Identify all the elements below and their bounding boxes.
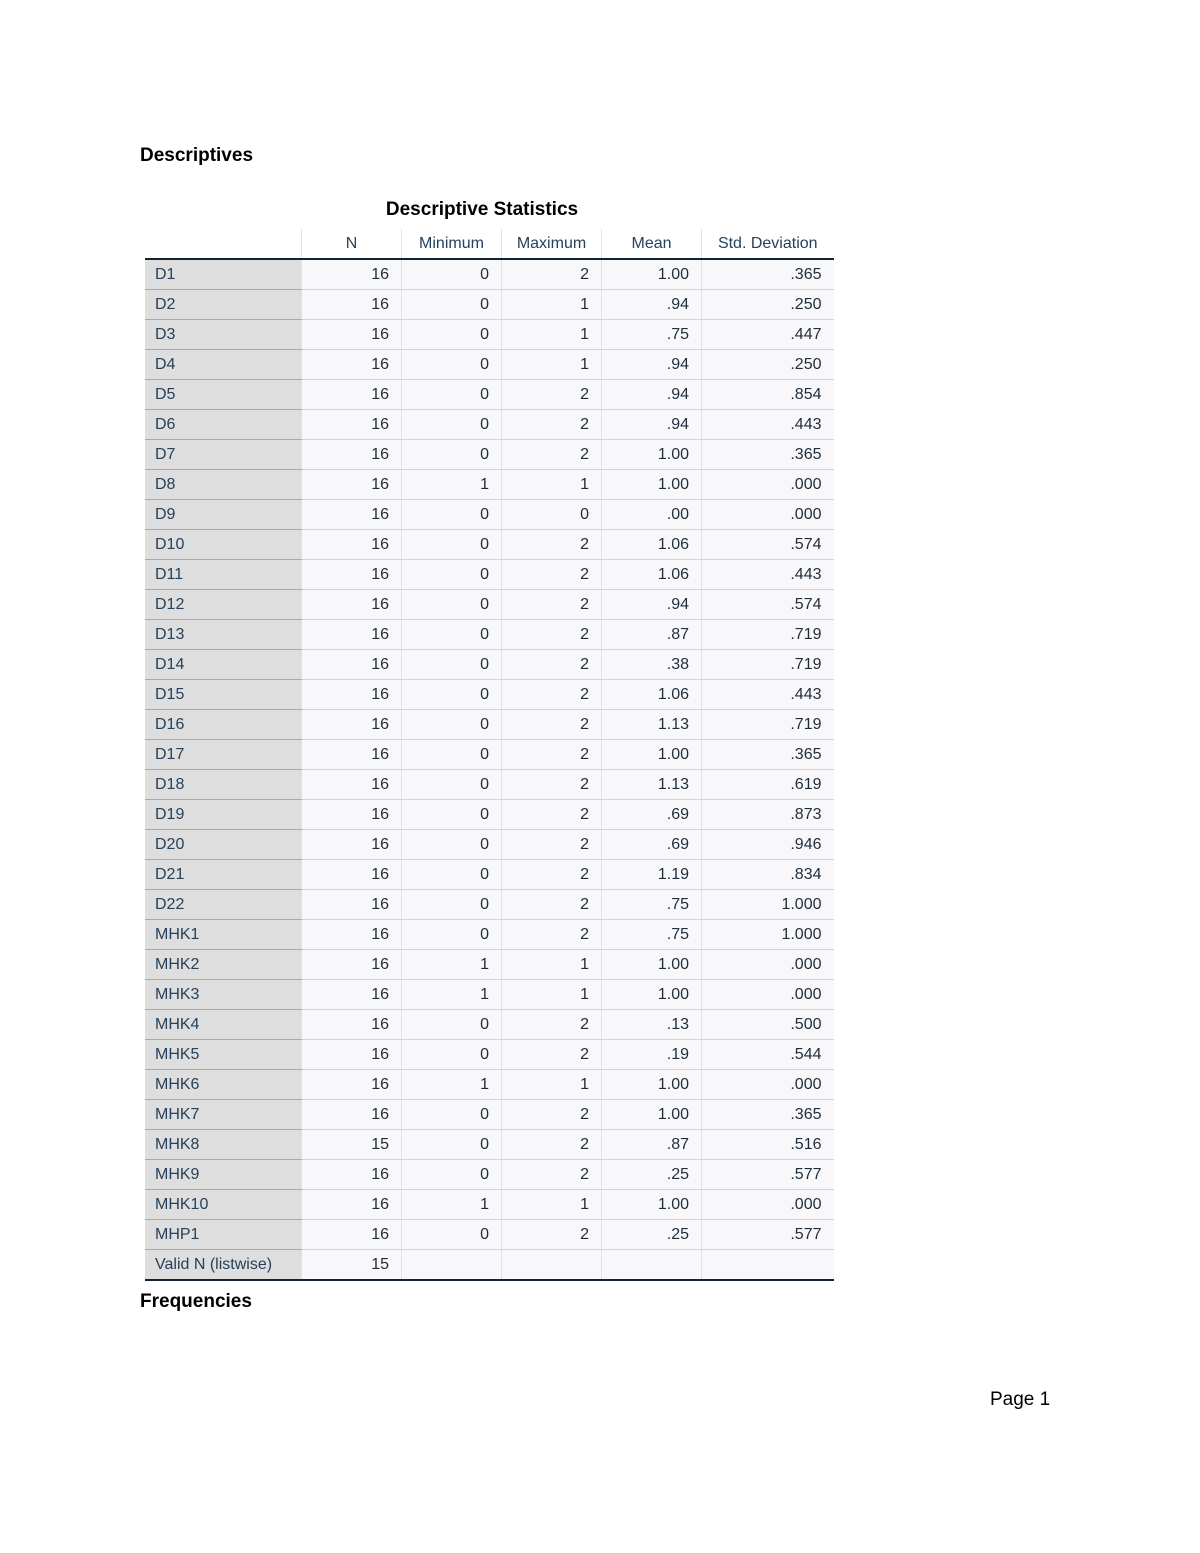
minimum-value: 1 [402,980,502,1010]
maximum-value: 2 [502,740,602,770]
table-row [145,410,834,440]
minimum-value: 0 [402,1220,502,1250]
n-value: 16 [302,680,402,710]
minimum-value: 0 [402,770,502,800]
maximum-value: 1 [502,350,602,380]
minimum-value: 0 [402,740,502,770]
minimum-value: 0 [402,590,502,620]
maximum-value: 1 [502,1070,602,1100]
maximum-value: 2 [502,800,602,830]
column-header-n: N [302,229,402,259]
table-row [145,380,834,410]
n-value: 16 [302,770,402,800]
row-label: MHK4 [145,1010,302,1040]
minimum-value: 0 [402,259,502,290]
maximum-value: 2 [502,530,602,560]
n-value: 16 [302,560,402,590]
row-label: D20 [145,830,302,860]
std-deviation-value: .577 [702,1160,834,1190]
mean-value: .69 [602,830,702,860]
row-label: D22 [145,890,302,920]
mean-value: 1.00 [602,950,702,980]
row-label: D13 [145,620,302,650]
maximum-value: 2 [502,1010,602,1040]
mean-value: 1.13 [602,770,702,800]
row-label: D17 [145,740,302,770]
row-label: D19 [145,800,302,830]
row-label: D14 [145,650,302,680]
minimum-value: 1 [402,1070,502,1100]
mean-value: .69 [602,800,702,830]
minimum-value: 0 [402,1160,502,1190]
std-deviation-value: .250 [702,350,834,380]
std-deviation-value: .443 [702,410,834,440]
mean-value: 1.00 [602,440,702,470]
maximum-value: 1 [502,290,602,320]
std-deviation-value: .619 [702,770,834,800]
table-row [145,770,834,800]
std-deviation-value: .365 [702,740,834,770]
mean-value: 1.00 [602,1070,702,1100]
mean-value: 1.06 [602,680,702,710]
minimum-value: 0 [402,860,502,890]
minimum-value: 0 [402,350,502,380]
row-label: MHK10 [145,1190,302,1220]
mean-value: .38 [602,650,702,680]
row-label: D4 [145,350,302,380]
maximum-value: 2 [502,860,602,890]
maximum-value: 2 [502,590,602,620]
table-row [145,470,834,500]
mean-value: .94 [602,290,702,320]
mean-value: 1.06 [602,530,702,560]
minimum-value: 0 [402,1100,502,1130]
table-row [145,1160,834,1190]
row-label: D2 [145,290,302,320]
row-label: D12 [145,590,302,620]
mean-value: 1.00 [602,980,702,1010]
std-deviation-value: .500 [702,1010,834,1040]
table-row [145,740,834,770]
table-title: Descriptive Statistics [385,199,579,220]
minimum-value: 0 [402,710,502,740]
n-value: 16 [302,860,402,890]
column-header-minimum: Minimum [402,229,502,259]
row-label: MHK1 [145,920,302,950]
std-deviation-value [702,1250,834,1281]
std-deviation-value: .854 [702,380,834,410]
table-row [145,620,834,650]
n-value: 16 [302,1010,402,1040]
minimum-value: 1 [402,950,502,980]
std-deviation-value: .447 [702,320,834,350]
n-value: 16 [302,530,402,560]
row-label: MHK9 [145,1160,302,1190]
maximum-value: 1 [502,1190,602,1220]
table-row [145,590,834,620]
n-value: 16 [302,620,402,650]
n-value: 16 [302,410,402,440]
maximum-value: 2 [502,380,602,410]
table-row [145,440,834,470]
table-row [145,680,834,710]
mean-value: .25 [602,1220,702,1250]
n-value: 16 [302,290,402,320]
column-header-maximum: Maximum [502,229,602,259]
mean-value: .87 [602,620,702,650]
maximum-value: 2 [502,1040,602,1070]
std-deviation-value: .365 [702,440,834,470]
maximum-value: 2 [502,560,602,590]
table-row [145,259,834,290]
n-value: 16 [302,1100,402,1130]
maximum-value: 2 [502,650,602,680]
minimum-value: 0 [402,650,502,680]
row-label: D5 [145,380,302,410]
minimum-value: 0 [402,890,502,920]
table-row [145,560,834,590]
n-value: 16 [302,650,402,680]
n-value: 16 [302,470,402,500]
frequencies-heading: Frequencies [140,1291,252,1312]
maximum-value: 1 [502,470,602,500]
table-row [145,1070,834,1100]
table-row [145,1100,834,1130]
std-deviation-value: 1.000 [702,890,834,920]
std-deviation-value: .574 [702,530,834,560]
std-deviation-value: .577 [702,1220,834,1250]
n-value: 16 [302,740,402,770]
mean-value: .00 [602,500,702,530]
table-row [145,1040,834,1070]
table-row [145,1250,834,1281]
std-deviation-value: .000 [702,1190,834,1220]
mean-value: 1.00 [602,740,702,770]
std-deviation-value: .719 [702,650,834,680]
row-label: D16 [145,710,302,740]
std-deviation-value: .000 [702,1070,834,1100]
maximum-value: 2 [502,410,602,440]
n-value: 16 [302,350,402,380]
table-body [145,259,834,1280]
table-row [145,320,834,350]
minimum-value: 0 [402,440,502,470]
minimum-value: 0 [402,560,502,590]
descriptives-heading: Descriptives [140,145,254,166]
table-row [145,710,834,740]
corner-cell [145,229,302,259]
std-deviation-value: .544 [702,1040,834,1070]
std-deviation-value: .834 [702,860,834,890]
mean-value: .13 [602,1010,702,1040]
table-row [145,1220,834,1250]
table-row [145,290,834,320]
mean-value: .94 [602,590,702,620]
maximum-value: 2 [502,1220,602,1250]
maximum-value: 2 [502,440,602,470]
row-label: D1 [145,259,302,290]
n-value: 16 [302,320,402,350]
n-value: 16 [302,380,402,410]
n-value: 16 [302,1220,402,1250]
std-deviation-value: .443 [702,680,834,710]
minimum-value: 0 [402,1040,502,1070]
row-label: D21 [145,860,302,890]
n-value: 16 [302,830,402,860]
mean-value: 1.19 [602,860,702,890]
minimum-value: 0 [402,410,502,440]
mean-value: 1.00 [602,470,702,500]
table-row [145,500,834,530]
column-header-mean: Mean [602,229,702,259]
row-label: MHK5 [145,1040,302,1070]
table-row [145,1190,834,1220]
mean-value: 1.06 [602,560,702,590]
table-row [145,830,834,860]
maximum-value: 2 [502,1160,602,1190]
std-deviation-value: .873 [702,800,834,830]
row-label: D11 [145,560,302,590]
std-deviation-value: 1.000 [702,920,834,950]
n-value: 16 [302,800,402,830]
maximum-value: 1 [502,320,602,350]
row-label: MHK8 [145,1130,302,1160]
maximum-value: 2 [502,680,602,710]
row-label: D8 [145,470,302,500]
mean-value: 1.00 [602,259,702,290]
minimum-value: 1 [402,1190,502,1220]
mean-value: .25 [602,1160,702,1190]
std-deviation-value: .516 [702,1130,834,1160]
table-row [145,980,834,1010]
n-value: 15 [302,1130,402,1160]
maximum-value: 2 [502,1100,602,1130]
minimum-value: 0 [402,830,502,860]
n-value: 16 [302,980,402,1010]
mean-value: .19 [602,1040,702,1070]
maximum-value: 1 [502,950,602,980]
maximum-value: 2 [502,920,602,950]
row-label: MHK6 [145,1070,302,1100]
table-row [145,890,834,920]
std-deviation-value: .719 [702,620,834,650]
row-label: D6 [145,410,302,440]
table-row [145,1010,834,1040]
minimum-value [402,1250,502,1281]
page-number: Page 1 [990,1389,1051,1410]
maximum-value: 1 [502,980,602,1010]
mean-value: .94 [602,350,702,380]
row-label: MHK3 [145,980,302,1010]
header-row [145,229,834,259]
minimum-value: 0 [402,800,502,830]
n-value: 16 [302,590,402,620]
minimum-value: 0 [402,620,502,650]
n-value: 16 [302,1160,402,1190]
row-label: D9 [145,500,302,530]
mean-value: .87 [602,1130,702,1160]
n-value: 16 [302,890,402,920]
row-label: D10 [145,530,302,560]
minimum-value: 0 [402,290,502,320]
n-value: 16 [302,440,402,470]
minimum-value: 0 [402,1130,502,1160]
row-label: MHK7 [145,1100,302,1130]
table-row [145,1130,834,1160]
n-value: 16 [302,950,402,980]
n-value: 15 [302,1250,402,1281]
row-label: D7 [145,440,302,470]
table-row [145,950,834,980]
maximum-value: 2 [502,770,602,800]
row-label: D3 [145,320,302,350]
minimum-value: 0 [402,320,502,350]
maximum-value: 2 [502,710,602,740]
mean-value: .75 [602,920,702,950]
minimum-value: 0 [402,680,502,710]
minimum-value: 1 [402,470,502,500]
std-deviation-value: .000 [702,500,834,530]
maximum-value: 2 [502,1130,602,1160]
std-deviation-value: .000 [702,470,834,500]
std-deviation-value: .000 [702,950,834,980]
minimum-value: 0 [402,500,502,530]
maximum-value [502,1250,602,1281]
minimum-value: 0 [402,920,502,950]
mean-value: 1.00 [602,1190,702,1220]
table-row [145,350,834,380]
std-deviation-value: .574 [702,590,834,620]
table-row [145,650,834,680]
n-value: 16 [302,1190,402,1220]
minimum-value: 0 [402,530,502,560]
maximum-value: 0 [502,500,602,530]
n-value: 16 [302,1070,402,1100]
std-deviation-value: .365 [702,1100,834,1130]
row-label: D15 [145,680,302,710]
minimum-value: 0 [402,380,502,410]
mean-value: .75 [602,320,702,350]
mean-value: 1.00 [602,1100,702,1130]
std-deviation-value: .946 [702,830,834,860]
table-row [145,530,834,560]
mean-value: .94 [602,380,702,410]
n-value: 16 [302,1040,402,1070]
row-label: MHP1 [145,1220,302,1250]
maximum-value: 2 [502,830,602,860]
row-label: D18 [145,770,302,800]
n-value: 16 [302,500,402,530]
minimum-value: 0 [402,1010,502,1040]
mean-value [602,1250,702,1281]
row-label: MHK2 [145,950,302,980]
maximum-value: 2 [502,620,602,650]
descriptive-statistics-table [145,229,834,1281]
std-deviation-value: .443 [702,560,834,590]
row-label: Valid N (listwise) [145,1250,302,1281]
std-deviation-value: .365 [702,259,834,290]
mean-value: 1.13 [602,710,702,740]
std-deviation-value: .250 [702,290,834,320]
mean-value: .94 [602,410,702,440]
n-value: 16 [302,710,402,740]
n-value: 16 [302,920,402,950]
n-value: 16 [302,259,402,290]
mean-value: .75 [602,890,702,920]
table-row [145,920,834,950]
std-deviation-value: .000 [702,980,834,1010]
column-header-std-deviation: Std. Deviation [702,229,834,259]
table-row [145,800,834,830]
std-deviation-value: .719 [702,710,834,740]
table-row [145,860,834,890]
maximum-value: 2 [502,890,602,920]
maximum-value: 2 [502,259,602,290]
